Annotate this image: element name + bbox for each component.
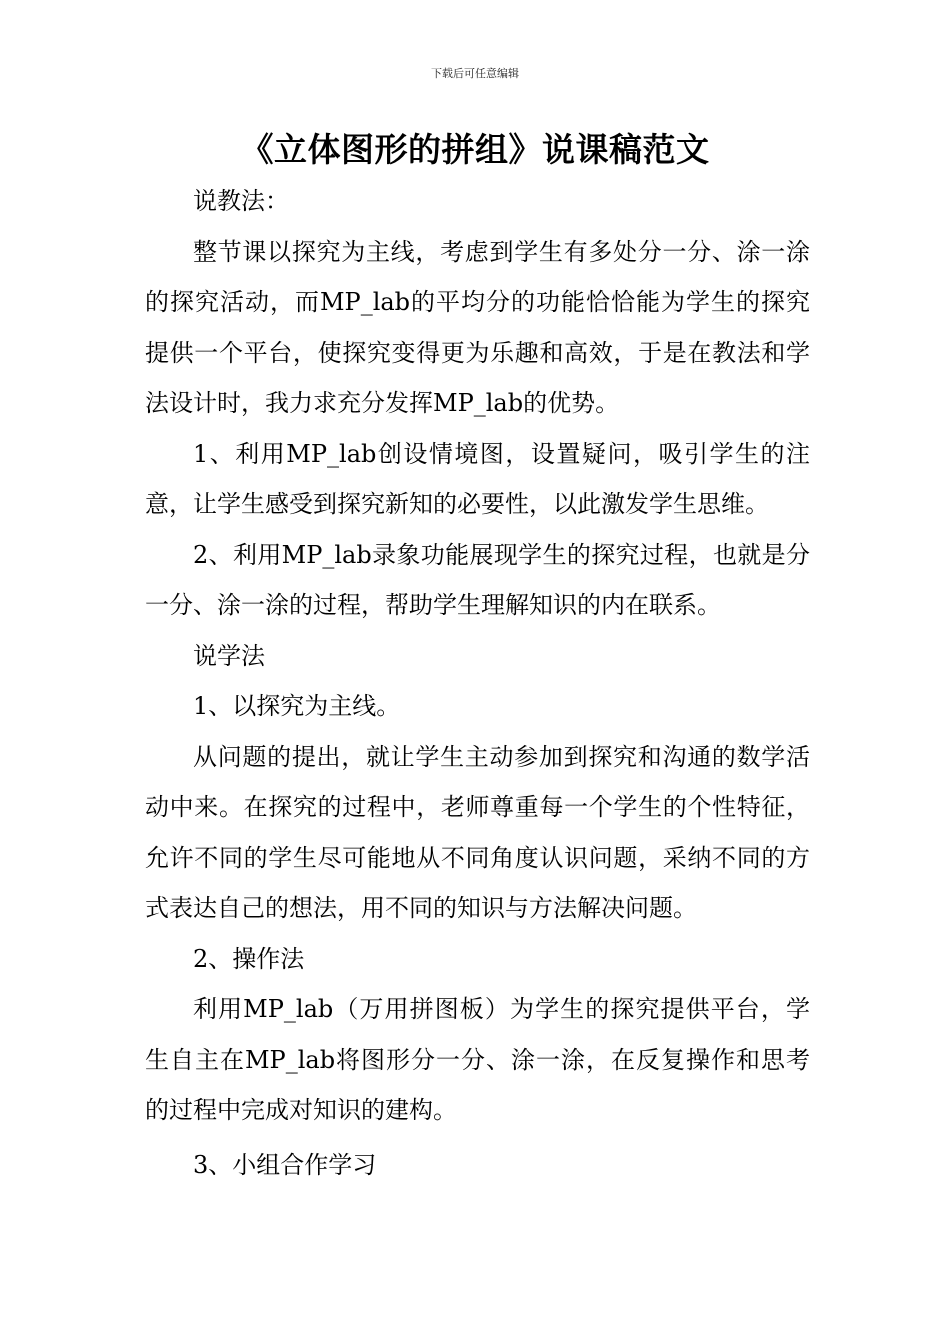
page-header: 下载后可任意编辑 bbox=[431, 67, 519, 80]
paragraph-learning-item-1-body: 从问题的提出，就让学生主动参加到探究和沟通的数学活动中来。在探究的过程中，老师尊重每一个学生的个性特征，允许不同的学生尽可能地从不同角度认识问题，采纳不同的方式表达自己的想法，用不同的知识与方法解决问题。 bbox=[145, 742, 810, 922]
document-body bbox=[145, 176, 810, 1190]
paragraph-method-item-1: 1、利用MP_lab创设情境图，设置疑问，吸引学生的注意，让学生感受到探究新知的必要性，以此激发学生思维。 bbox=[145, 439, 810, 518]
paragraph-learning-item-3-heading: 3、小组合作学习 bbox=[193, 1150, 377, 1179]
paragraph-method-item-2: 2、利用MP_lab录象功能展现学生的探究过程，也就是分一分、涂一涂的过程，帮助学生理解知识的内在联系。 bbox=[145, 540, 810, 619]
paragraph-learning-item-2-body: 利用MP_lab（万用拼图板）为学生的探究提供平台，学生自主在MP_lab将图形分一分、涂一涂，在反复操作和思考的过程中完成对知识的建构。 bbox=[145, 995, 810, 1124]
paragraph-teaching-method-heading: 说教法： bbox=[193, 187, 289, 215]
paragraph-teaching-method-intro: 整节课以探究为主线，考虑到学生有多处分一分、涂一涂的探究活动，而MP_lab的平均分的功能恰恰能为学生的探究提供一个平台，使探究变得更为乐趣和高效，于是在教法和学法设计时，我力求充分发挥MP_lab的优势。 bbox=[145, 237, 810, 417]
paragraph-learning-item-2-heading: 2、操作法 bbox=[193, 944, 305, 973]
document-title: 《立体图形的拼组》说课稿范文 bbox=[240, 130, 710, 169]
paragraph-learning-item-1-heading: 1、以探究为主线。 bbox=[193, 692, 401, 720]
paragraph-learning-method-heading: 说学法 bbox=[193, 641, 265, 670]
